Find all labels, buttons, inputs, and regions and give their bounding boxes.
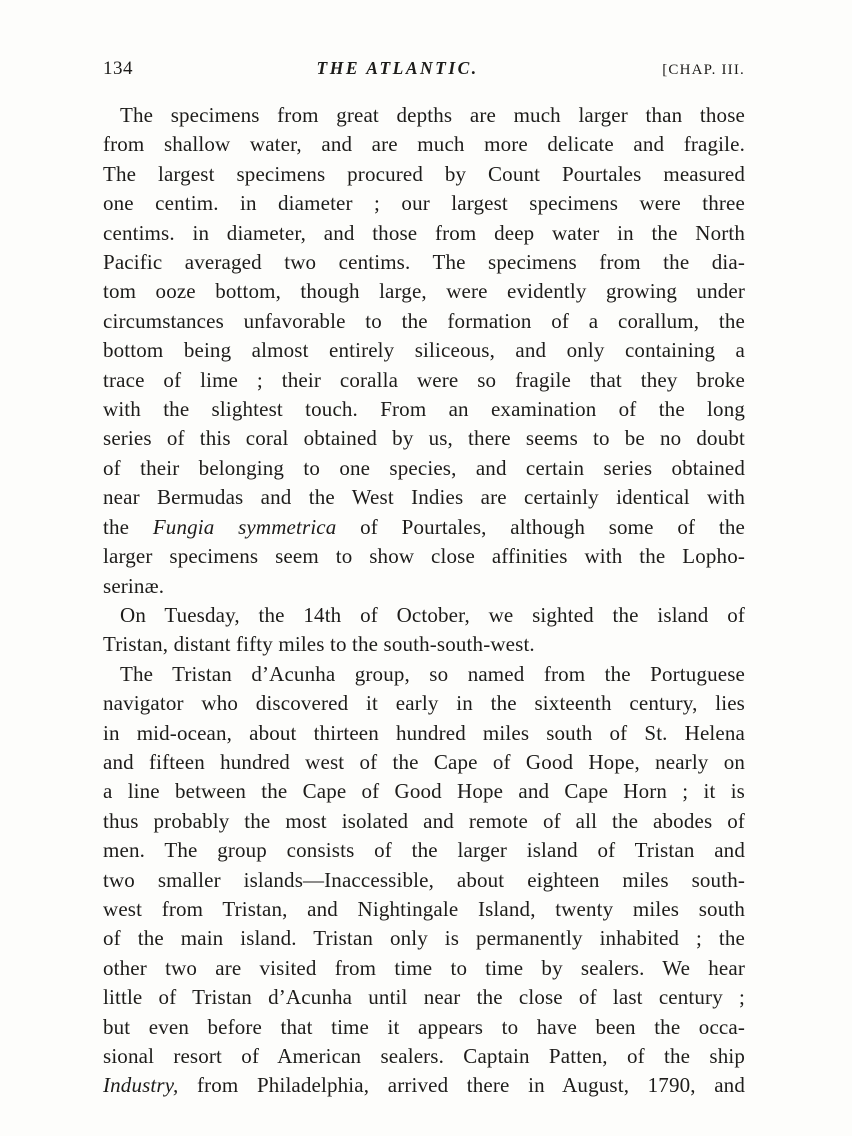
text-line: and fifteen hundred west of the Cape of Good Hope, nearly on [103, 749, 745, 774]
text-line: The Tristan d’Acunha group, so named from the Portuguese [120, 661, 745, 686]
page-body [103, 101, 745, 1101]
text-line: west from Tristan, and Nightingale Island, twenty miles south [103, 896, 745, 921]
paragraph [103, 601, 745, 660]
text-line: men. The group consists of the larger island of Tristan and [103, 838, 745, 863]
text-line: in mid-ocean, about thirteen hundred miles south of St. Helena [103, 720, 745, 745]
text-line: bottom being almost entirely siliceous, and only containing a [103, 338, 745, 363]
text-line: larger specimens seem to show close affinities with the Lopho- [103, 544, 745, 569]
text-line: little of Tristan d’Acunha until near the close of last century ; [103, 985, 745, 1010]
text-line: The largest specimens procured by Count Pourtales measured [103, 161, 745, 186]
text-line: circumstances unfavorable to the formation of a corallum, the [103, 308, 745, 333]
text-line: centims. in diameter, and those from deep water in the North [103, 220, 745, 245]
text-line: two smaller islands—Inaccessible, about eighteen miles south- [103, 867, 745, 892]
text-line: series of this coral obtained by us, there seems to be no doubt [103, 426, 745, 451]
text-line: other two are visited from time to time by sealers. We hear [103, 955, 745, 980]
text-line: the Fungia symmetrica of Pourtales, although some of the [103, 514, 745, 539]
text-line: tom ooze bottom, though large, were evidently growing under [103, 279, 745, 304]
paragraph [103, 101, 745, 601]
text-line: from shallow water, and are much more delicate and fragile. [103, 132, 745, 157]
text-line: of the main island. Tristan only is permanently inhabited ; the [103, 926, 745, 951]
text-line: near Bermudas and the West Indies are certainly identical with [103, 485, 745, 510]
text-line: thus probably the most isolated and remote of all the abodes of [103, 808, 745, 833]
text-line: of their belonging to one species, and certain series obtained [103, 455, 745, 480]
text-line: serinæ. [103, 573, 165, 598]
running-title: THE ATLANTIC. [316, 58, 479, 78]
text-line: Tristan, distant fifty miles to the south-south-west. [103, 632, 535, 657]
text-line: The specimens from great depths are much larger than those [120, 103, 745, 127]
text-line: trace of lime ; their coralla were so fragile that they broke [103, 367, 745, 392]
text-line: sional resort of American sealers. Captain Patten, of the ship [103, 1044, 745, 1068]
text-line: with the slightest touch. From an examination of the long [103, 397, 745, 422]
page-header [103, 58, 745, 84]
text-line: one centim. in diameter ; our largest specimens were three [103, 191, 745, 216]
text-line: navigator who discovered it early in the sixteenth century, lies [103, 691, 745, 716]
text-line: Pacific averaged two centims. The specimens from the dia- [103, 250, 745, 275]
paragraph [103, 660, 745, 1101]
text-line: a line between the Cape of Good Hope and Cape Horn ; it is [103, 779, 745, 804]
text-line: Industry, from Philadelphia, arrived there in August, 1790, and [103, 1073, 745, 1098]
text-line: On Tuesday, the 14th of October, we sighted the island of [120, 602, 745, 627]
page-number: 134 [103, 58, 133, 79]
text-line: but even before that time it appears to have been the occa- [103, 1014, 745, 1039]
chapter-label: [CHAP. III. [662, 62, 745, 78]
